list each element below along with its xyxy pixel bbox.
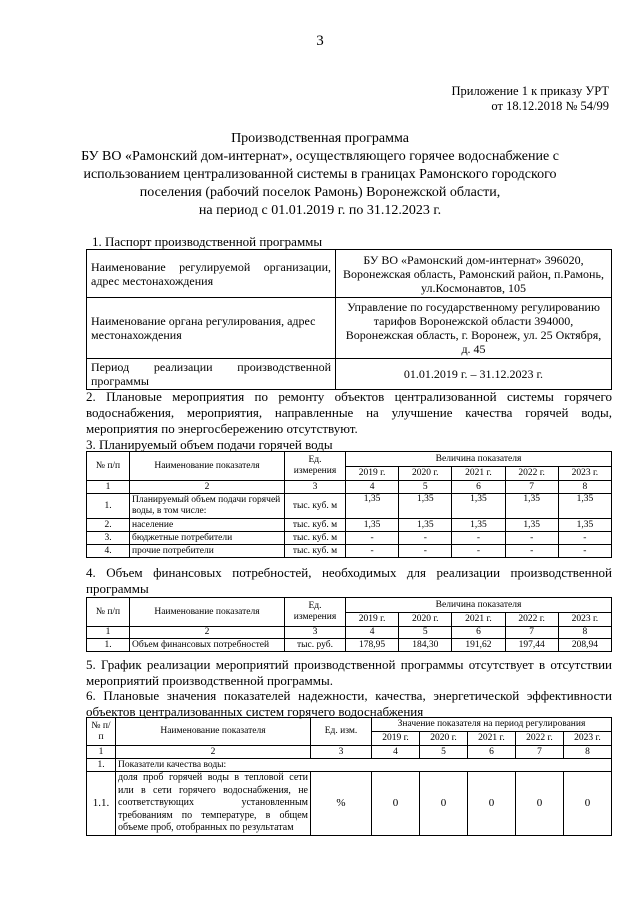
row-value: 1,35 <box>399 494 452 519</box>
header-num: № п/п <box>87 598 130 627</box>
row-value: - <box>452 532 505 545</box>
header-year: 2020 г. <box>399 613 452 627</box>
col-number: 7 <box>515 746 563 759</box>
header-year: 2019 г. <box>346 467 399 481</box>
header-year: 2021 г. <box>452 467 505 481</box>
header-name: Наименование показателя <box>116 718 311 746</box>
header-year: 2019 г. <box>372 732 420 746</box>
header-year: 2023 г. <box>558 467 611 481</box>
row-num: 1. <box>87 494 130 519</box>
header-value-group: Величина показателя <box>346 598 612 613</box>
row-value: - <box>505 532 558 545</box>
row-value: - <box>399 545 452 558</box>
row-unit: тыс. куб. м <box>285 532 346 545</box>
row-value: 0 <box>419 772 467 836</box>
passport-row <box>87 250 612 298</box>
passport-label: Наименование органа регулирования, адрес местонахождения <box>87 298 336 359</box>
passport-value: БУ ВО «Рамонский дом-интернат» 396020, Воронежская область, Рамонский район, п.Рамонь, ул.Космонавтов, 105 <box>336 250 612 298</box>
col-number: 2 <box>130 627 285 639</box>
section-1-heading: 1. Паспорт производственной программы <box>92 234 323 249</box>
header-year: 2020 г. <box>419 732 467 746</box>
row-value: 208,94 <box>558 639 611 652</box>
row-value: 1,35 <box>346 519 399 532</box>
col-number: 8 <box>558 481 611 494</box>
passport-row <box>87 359 612 390</box>
row-value: 0 <box>563 772 611 836</box>
col-number: 2 <box>130 481 285 494</box>
header-year: 2022 г. <box>505 467 558 481</box>
header-year: 2023 г. <box>558 613 611 627</box>
row-value: 1,35 <box>452 519 505 532</box>
passport-table <box>86 249 612 390</box>
row-num: 2. <box>87 519 130 532</box>
col-number: 8 <box>558 627 611 639</box>
group-name: Показатели качества воды: <box>116 759 612 772</box>
section-5-text: 5. График реализации мероприятий производственной программы отсутствует в отсутствии мероприятий производственной программы. <box>86 657 612 688</box>
section-2-text: 2. Плановые мероприятия по ремонту объектов централизованной системы горячего водоснабжения, мероприятия, направленные на улучшение качества горячей воды, мероприятия по энергосбережению отсутствуют. <box>86 389 612 436</box>
header-year: 2019 г. <box>346 613 399 627</box>
col-number: 8 <box>563 746 611 759</box>
header-name: Наименование показателя <box>130 452 285 481</box>
col-number: 5 <box>399 481 452 494</box>
col-number: 3 <box>285 481 346 494</box>
title-line-5: на период с 01.01.2019 г. по 31.12.2023 г. <box>198 203 442 218</box>
col-number: 5 <box>419 746 467 759</box>
section-3-heading: 3. Планируемый объем подачи горячей воды <box>86 437 333 452</box>
col-number: 1 <box>87 746 116 759</box>
table-row <box>87 545 612 558</box>
col-number: 4 <box>346 481 399 494</box>
header-year: 2023 г. <box>563 732 611 746</box>
row-value: 1,35 <box>505 494 558 519</box>
row-value: - <box>346 532 399 545</box>
col-number: 1 <box>87 481 130 494</box>
row-value: - <box>452 545 505 558</box>
header-year: 2020 г. <box>399 467 452 481</box>
row-num: 3. <box>87 532 130 545</box>
row-value: - <box>399 532 452 545</box>
header-year: 2022 г. <box>515 732 563 746</box>
passport-label: Период реализации производственной программы <box>87 359 336 390</box>
row-value: 1,35 <box>558 494 611 519</box>
row-unit: тыс. руб. <box>285 639 346 652</box>
row-value: 0 <box>467 772 515 836</box>
row-value: 1,35 <box>452 494 505 519</box>
table-row <box>87 532 612 545</box>
row-value: 0 <box>515 772 563 836</box>
passport-value: 01.01.2019 г. – 31.12.2023 г. <box>336 359 612 390</box>
reliability-table <box>86 717 612 836</box>
col-number: 1 <box>87 627 130 639</box>
col-number: 2 <box>116 746 311 759</box>
header-value-group: Значение показателя на период регулирования <box>372 718 612 732</box>
row-name: Планируемый объем подачи горячей воды, в том числе: <box>130 494 285 519</box>
row-value: 1,35 <box>346 494 399 519</box>
row-name: прочие потребители <box>130 545 285 558</box>
col-number: 6 <box>452 627 505 639</box>
group-row <box>87 759 612 772</box>
col-number: 4 <box>372 746 420 759</box>
appendix-reference <box>452 84 610 114</box>
group-num: 1. <box>87 759 116 772</box>
col-number: 3 <box>311 746 372 759</box>
row-value: 1,35 <box>558 519 611 532</box>
section-6-heading: 6. Плановые значения показателей надежности, качества, энергетической эффективности объектов централизованных систем горячего водоснабжения <box>86 688 612 719</box>
row-unit: тыс. куб. м <box>285 545 346 558</box>
row-value: 1,35 <box>505 519 558 532</box>
row-unit: % <box>311 772 372 836</box>
financial-needs-table <box>86 597 612 652</box>
page-number: 3 <box>316 33 324 49</box>
header-year: 2021 г. <box>452 613 505 627</box>
row-value: 197,44 <box>505 639 558 652</box>
appendix-line-1: Приложение 1 к приказу УРТ <box>451 84 609 98</box>
header-unit: Ед. изм. <box>311 718 372 746</box>
table-row <box>87 494 612 519</box>
col-number: 6 <box>467 746 515 759</box>
section-4-heading: 4. Объем финансовых потребностей, необходимых для реализации производственной программы <box>86 565 612 596</box>
row-unit: тыс. куб. м <box>285 519 346 532</box>
header-num: № п/п <box>87 452 130 481</box>
header-year: 2021 г. <box>467 732 515 746</box>
row-value: 184,30 <box>399 639 452 652</box>
row-unit: тыс. куб. м <box>285 494 346 519</box>
row-value: 178,95 <box>346 639 399 652</box>
row-value: 191,62 <box>452 639 505 652</box>
col-number: 5 <box>399 627 452 639</box>
col-number: 6 <box>452 481 505 494</box>
row-value: - <box>558 532 611 545</box>
passport-label: Наименование регулируемой организации, адрес местонахождения <box>87 250 336 298</box>
document-title <box>60 130 580 220</box>
table-row <box>87 639 612 652</box>
table-row <box>87 772 612 836</box>
passport-row <box>87 298 612 359</box>
col-number: 7 <box>505 481 558 494</box>
passport-value: Управление по государственному регулированию тарифов Воронежской области 394000, Воронежская область, г. Воронеж, ул. 25 Октября, д. 45 <box>336 298 612 359</box>
appendix-line-2: от 18.12.2018 № 54/99 <box>491 99 609 113</box>
col-number: 3 <box>285 627 346 639</box>
row-name: Объем финансовых потребностей <box>130 639 285 652</box>
title-line-2: БУ ВО «Рамонский дом-интернат», осуществляющего горячее водоснабжение с <box>81 149 559 164</box>
row-name: доля проб горячей воды в тепловой сети или в сети горячего водоснабжения, не соответствующих установленным требованиям по температуре, в общем объеме проб, отобранных по результатам <box>116 772 311 836</box>
col-number: 4 <box>346 627 399 639</box>
row-num: 1.1. <box>87 772 116 836</box>
title-line-3: использованием централизованной системы в границах Рамонского городского <box>83 167 557 182</box>
row-value: - <box>346 545 399 558</box>
row-num: 1. <box>87 639 130 652</box>
header-num: № п/п <box>87 718 116 746</box>
row-value: - <box>505 545 558 558</box>
header-name: Наименование показателя <box>130 598 285 627</box>
title-line-1: Производственная программа <box>231 131 409 146</box>
row-value: 0 <box>372 772 420 836</box>
water-volume-table <box>86 451 612 558</box>
table-row <box>87 519 612 532</box>
title-line-4: поселения (рабочий поселок Рамонь) Воронежской области, <box>139 185 501 200</box>
header-year: 2022 г. <box>505 613 558 627</box>
header-value-group: Величина показателя <box>346 452 612 467</box>
row-value: - <box>558 545 611 558</box>
row-value: 1,35 <box>399 519 452 532</box>
header-unit: Ед. измерения <box>285 452 346 481</box>
row-name: население <box>130 519 285 532</box>
row-num: 4. <box>87 545 130 558</box>
row-name: бюджетные потребители <box>130 532 285 545</box>
header-unit: Ед. измерения <box>285 598 346 627</box>
col-number: 7 <box>505 627 558 639</box>
